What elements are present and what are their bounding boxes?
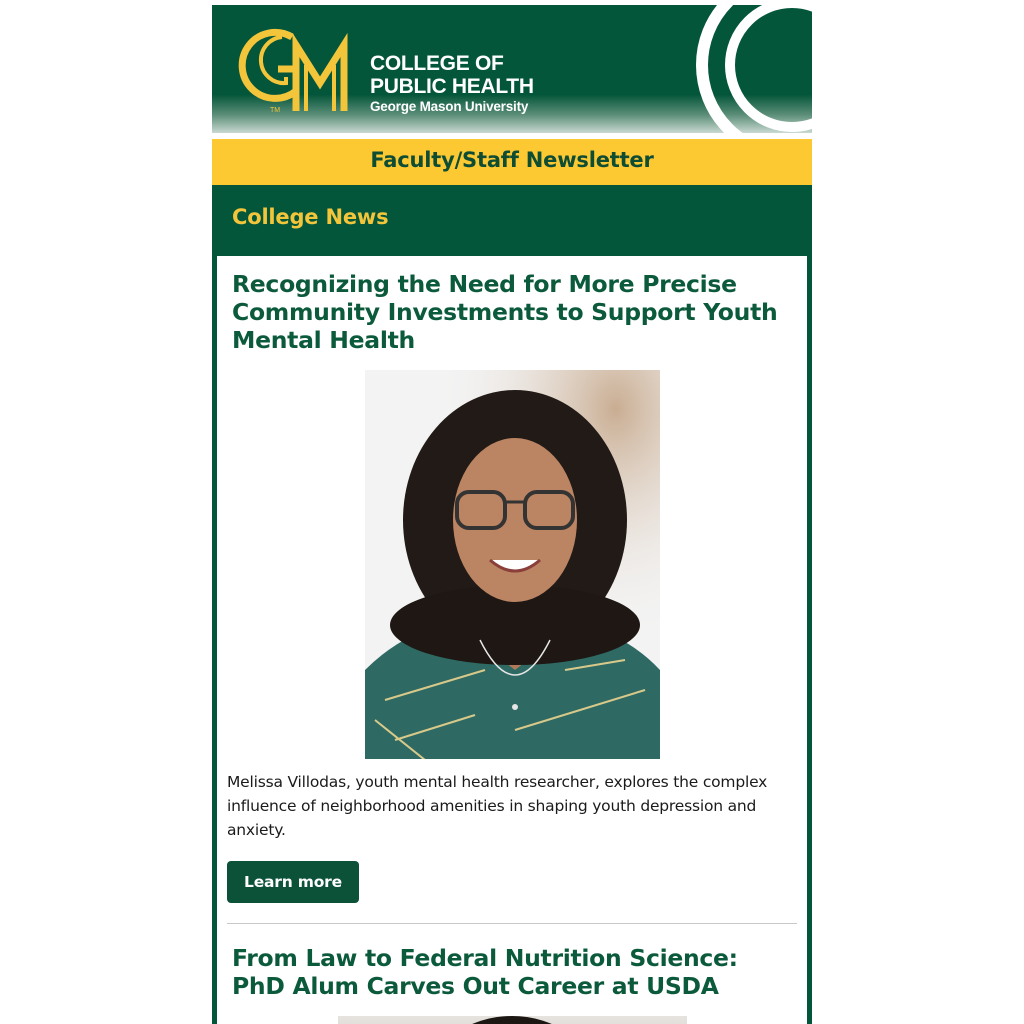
logo-line-university: George Mason University (370, 99, 529, 114)
article-photo[interactable] (365, 370, 660, 759)
college-logo-text (370, 52, 534, 116)
gm-logo-icon (238, 21, 368, 117)
news-card (217, 256, 807, 1024)
logo-line-public-health: PUBLIC HEALTH (370, 75, 534, 98)
article-title[interactable]: Recognizing the Need for More Precise Community Investments to Support Youth Mental Health (232, 270, 778, 354)
article-description: Melissa Villodas, youth mental health researcher, explores the complex influence of neighborhood amenities in shaping youth depression and anxiety. (227, 773, 768, 839)
decorative-rings-icon (692, 5, 812, 133)
newsletter-email (212, 5, 812, 1024)
article-divider (227, 923, 797, 924)
svg-text:TM: TM (270, 107, 281, 114)
portrait-photo-icon (338, 1016, 687, 1024)
section-title: College News (232, 205, 389, 229)
article-photo-2[interactable] (338, 1016, 687, 1024)
portrait-photo-icon (365, 370, 660, 759)
newsletter-title: Faculty/Staff Newsletter (370, 148, 654, 172)
article-title-2[interactable]: From Law to Federal Nutrition Science: PhD Alum Carves Out Career at USDA (232, 944, 738, 1000)
logo-line-college-of: COLLEGE OF (370, 52, 504, 75)
college-news-section (212, 185, 812, 1024)
header-banner (212, 5, 812, 133)
learn-more-button[interactable]: Learn more (227, 861, 359, 903)
newsletter-banner (212, 139, 812, 185)
